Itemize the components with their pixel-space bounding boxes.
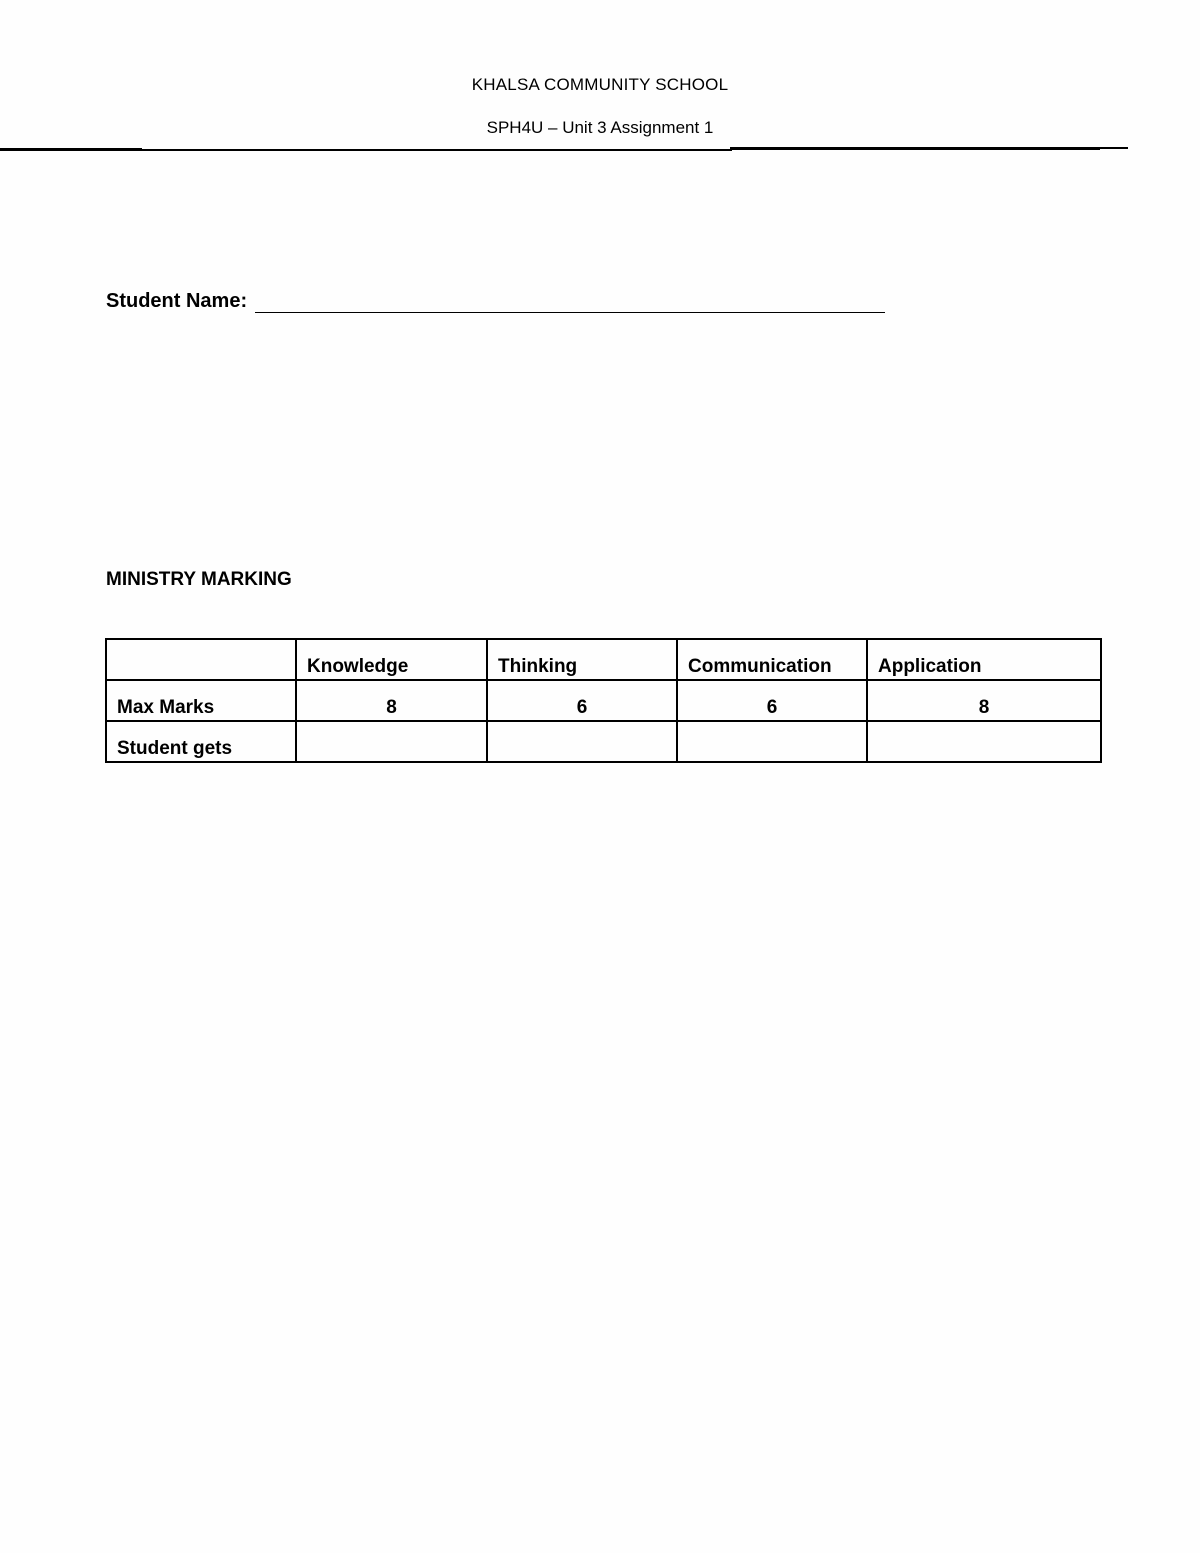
student-gets-application[interactable] (867, 721, 1101, 762)
student-name-row (106, 290, 885, 313)
table-row (106, 680, 1101, 721)
table-header-cell: Communication (677, 639, 867, 680)
student-name-label: Student Name: (106, 290, 248, 312)
max-marks-application: 8 (867, 680, 1101, 721)
header-rule (140, 149, 732, 151)
table-header-cell: Application (867, 639, 1101, 680)
student-gets-knowledge[interactable] (296, 721, 487, 762)
table-row (106, 721, 1101, 762)
school-name: KHALSA COMMUNITY SCHOOL (471, 75, 729, 94)
max-marks-knowledge: 8 (296, 680, 487, 721)
ministry-marking-heading: MINISTRY MARKING (106, 569, 292, 590)
header-rule (1098, 147, 1128, 149)
course-assignment-title: SPH4U – Unit 3 Assignment 1 (486, 118, 714, 137)
table-header-cell: Thinking (487, 639, 677, 680)
table-header-cell (106, 639, 296, 680)
row-label: Max Marks (106, 680, 296, 721)
max-marks-communication: 6 (677, 680, 867, 721)
student-name-blank[interactable] (255, 290, 885, 313)
row-label: Student gets (106, 721, 296, 762)
max-marks-thinking: 6 (487, 680, 677, 721)
header-rule (730, 147, 1100, 150)
student-gets-thinking[interactable] (487, 721, 677, 762)
student-gets-communication[interactable] (677, 721, 867, 762)
marking-table (105, 638, 1102, 763)
table-header-cell: Knowledge (296, 639, 487, 680)
table-header-row (106, 639, 1101, 680)
header-rule (0, 148, 142, 151)
